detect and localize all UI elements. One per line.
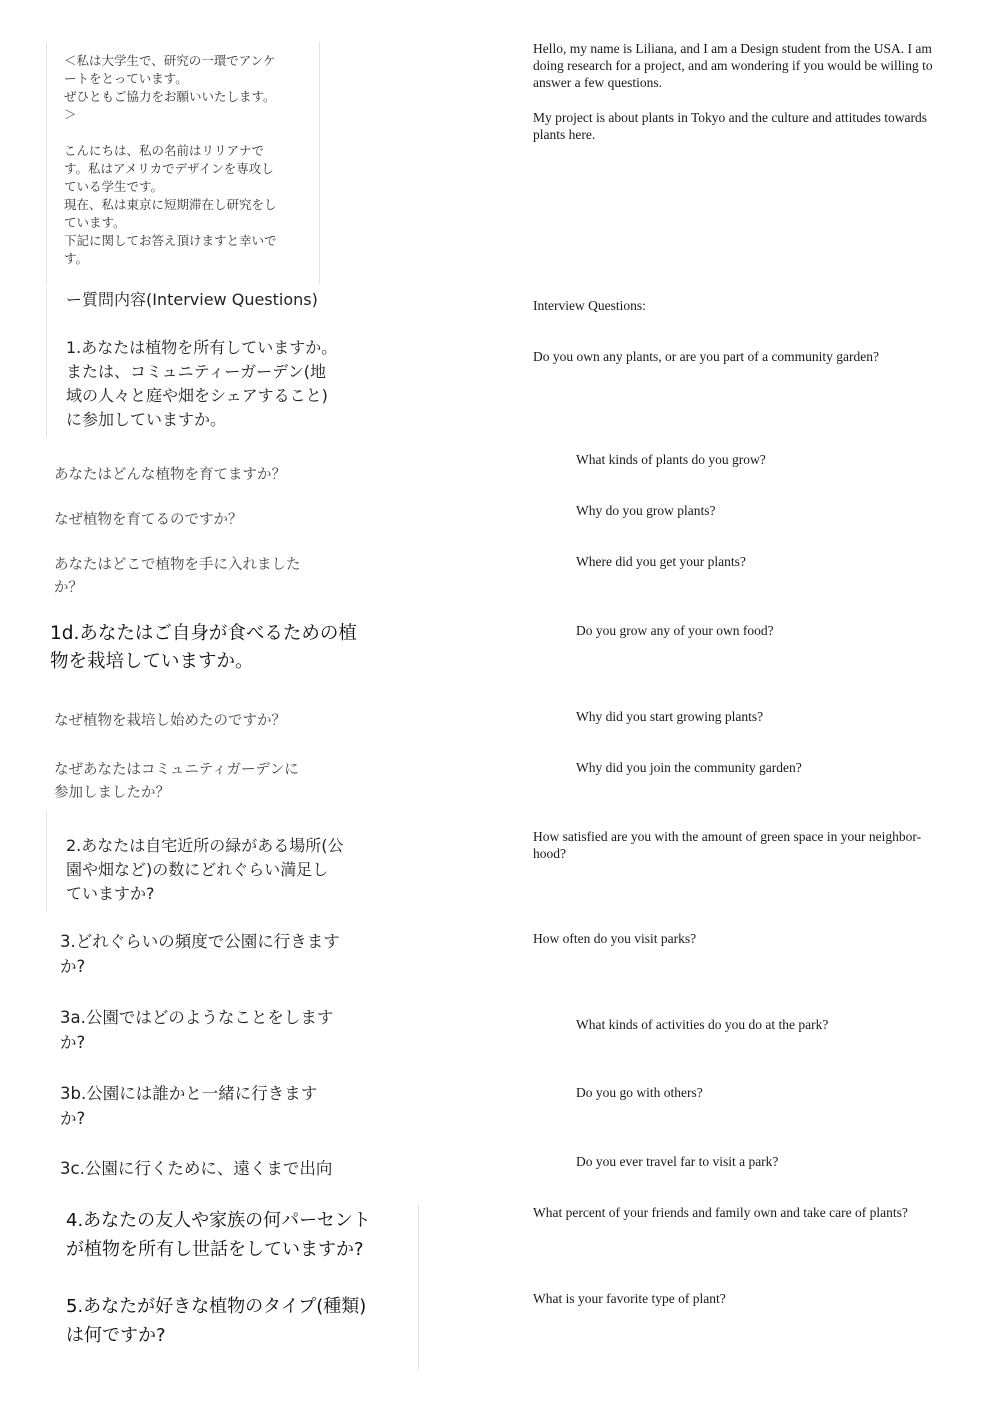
en-heading: Interview Questions:	[533, 298, 646, 313]
jp-question-1f: なぜあなたはコミュニティガーデンに 参加しましたか？	[54, 762, 299, 801]
jp-question-1e: なぜ植物を栽培し始めたのですか？	[54, 713, 286, 729]
en-question-1e: Why did you start growing plants?	[576, 709, 764, 724]
jp-question-3c: 3c.公園に行くために、遠くまで出向	[60, 1159, 333, 1178]
en-question-4: What percent of your friends and family own and take care of plants?	[533, 1205, 908, 1220]
en-question-3c: Do you ever travel far to visit a park?	[576, 1154, 779, 1169]
en-question-3b: Do you go with others?	[576, 1085, 703, 1100]
en-question-5: What is your favorite type of plant?	[533, 1291, 726, 1306]
jp-heading: ー質問内容(Interview Questions)	[66, 290, 318, 309]
jp-question-1b: なぜ植物を育てるのですか？	[54, 512, 243, 528]
crop-edge-q4-right	[418, 1205, 419, 1370]
jp-question-3a: 3a.公園ではどのようなことをします か?	[60, 1008, 334, 1052]
jp-question-1d: 1d.あなたはご自身が食べるための植 物を栽培していますか。	[50, 623, 357, 672]
en-question-3: How often do you visit parks?	[533, 931, 697, 946]
jp-question-4: 4.あなたの友人や家族の何パーセント が植物を所有し世話をしていますか?	[66, 1210, 371, 1260]
jp-question-3b: 3b.公園には誰かと一緒に行きます か?	[60, 1084, 318, 1128]
jp-intro-self: こんにちは、私の名前はリリアナで す。私はアメリカでデザインを専攻し ている学生です。 現在、私は東京に短期滞在し研究をし ています。 下記に関してお答え頂けますと幸いで す。	[64, 143, 277, 266]
crop-edge-intro-left	[46, 42, 47, 284]
jp-question-1a: あなたはどんな植物を育てますか？	[54, 467, 286, 483]
en-question-1b: Why do you grow plants?	[576, 503, 716, 518]
jp-question-1: 1.あなたは植物を所有していますか。 または、コミュニティーガーデン(地 域の人々と庭や畑をシェアすること) に参加していますか。	[66, 338, 338, 429]
jp-question-1c: あなたはどこで植物を手に入れました か？	[54, 557, 301, 596]
crop-edge-intro-right	[319, 42, 320, 284]
jp-question-2: 2.あなたは自宅近所の緑がある場所(公 園や畑など)の数にどれぐらい満足し ていますか?	[66, 836, 344, 903]
crop-edge-q1-left	[46, 288, 47, 438]
jp-question-3: 3.どれぐらいの頻度で公園に行きます か?	[60, 932, 340, 976]
en-question-1f: Why did you join the community garden?	[576, 760, 802, 775]
crop-edge-q2-left	[46, 812, 47, 912]
jp-intro-request: ＜私は大学生で、研究の一環でアンケ ートをとっています。 ぜひともご協力をお願いいたします。 ＞	[64, 53, 276, 122]
en-question-1d: Do you grow any of your own food?	[576, 623, 774, 638]
en-intro-2: My project is about plants in Tokyo and the culture and attitudes towards plants here.	[533, 110, 927, 142]
en-question-1: Do you own any plants, or are you part of a community garden?	[533, 349, 880, 364]
jp-question-5: 5.あなたが好きな植物のタイプ(種類) は何ですか?	[66, 1296, 367, 1346]
en-question-1c: Where did you get your plants?	[576, 554, 746, 569]
en-question-3a: What kinds of activities do you do at the park?	[576, 1017, 829, 1032]
en-intro-1: Hello, my name is Liliana, and I am a Design student from the USA. I am doing research for a project, and am wondering if you would be willing to answer a few questions.	[533, 41, 933, 90]
en-question-1a: What kinds of plants do you grow?	[576, 452, 766, 467]
en-question-2: How satisfied are you with the amount of green space in your neighbor- hood?	[533, 829, 922, 861]
